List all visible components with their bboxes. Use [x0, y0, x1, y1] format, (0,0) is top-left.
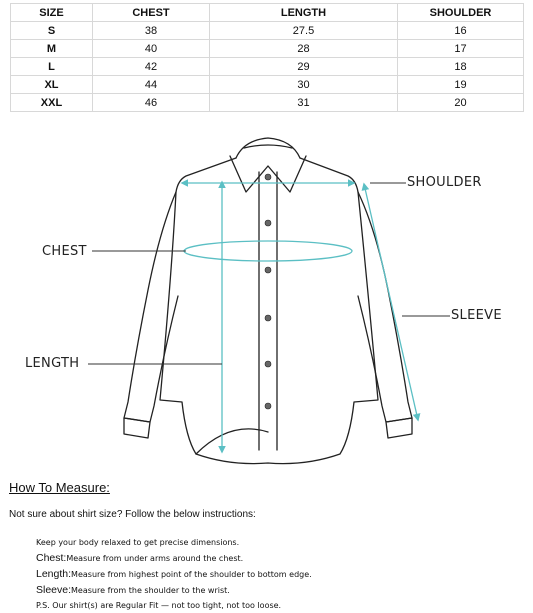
- measurement-guides: [182, 182, 418, 452]
- chest-measure-ellipse: [184, 241, 352, 261]
- length-cell: 29: [210, 58, 398, 76]
- length-cell: 31: [210, 94, 398, 112]
- chest-cell: 46: [93, 94, 210, 112]
- instruction-note: Keep your body relaxed to get precise dimensions.: [36, 538, 240, 547]
- instruction-term: Length:: [36, 568, 72, 580]
- size-cell: S: [11, 22, 93, 40]
- shirt-measurement-diagram: [0, 120, 533, 475]
- shirt-buttons: [265, 174, 271, 409]
- shoulder-label: SHOULDER: [407, 175, 482, 190]
- header-length: LENGTH: [210, 4, 398, 22]
- chest-label: CHEST: [42, 244, 87, 259]
- sleeve-measure-line: [364, 184, 418, 420]
- chest-cell: 38: [93, 22, 210, 40]
- instruction-term: Sleeve:: [36, 584, 72, 596]
- fit-note: P.S. Our shirt(s) are Regular Fit — not too tight, not too loose.: [36, 601, 282, 610]
- table-row: [11, 76, 524, 94]
- shoulder-cell: 17: [398, 40, 524, 58]
- instruction-chest: [36, 552, 243, 564]
- length-label: LENGTH: [25, 356, 80, 371]
- shoulder-cell: 20: [398, 94, 524, 112]
- header-chest: CHEST: [93, 4, 210, 22]
- shoulder-cell: 18: [398, 58, 524, 76]
- instruction-text: Measure from highest point of the shoulder to bottom edge.: [71, 570, 312, 579]
- header-size: SIZE: [11, 4, 93, 22]
- shoulder-cell: 16: [398, 22, 524, 40]
- size-cell: M: [11, 40, 93, 58]
- size-cell: XL: [11, 76, 93, 94]
- instruction-sleeve: [36, 584, 230, 596]
- instruction-text: Measure from the shoulder to the wrist.: [71, 586, 230, 595]
- instruction-term: Chest:: [36, 552, 67, 564]
- chest-cell: 40: [93, 40, 210, 58]
- length-cell: 30: [210, 76, 398, 94]
- instruction-text: Measure from under arms around the chest.: [66, 554, 244, 563]
- table-row: [11, 94, 524, 112]
- instruction-length: [36, 568, 312, 580]
- table-row: [11, 22, 524, 40]
- length-cell: 27.5: [210, 22, 398, 40]
- size-chart-table: [10, 3, 524, 112]
- shirt-illustration: [0, 120, 533, 475]
- size-cell: XXL: [11, 94, 93, 112]
- shirt-outline: [124, 138, 412, 464]
- size-chart-header-row: [11, 4, 524, 22]
- chest-cell: 44: [93, 76, 210, 94]
- header-shoulder: SHOULDER: [398, 4, 524, 22]
- shoulder-cell: 19: [398, 76, 524, 94]
- table-row: [11, 40, 524, 58]
- how-to-measure-title: How To Measure:: [9, 480, 110, 495]
- sleeve-label: SLEEVE: [451, 308, 502, 323]
- label-leaders: [88, 183, 450, 364]
- table-row: [11, 58, 524, 76]
- chest-cell: 42: [93, 58, 210, 76]
- size-cell: L: [11, 58, 93, 76]
- length-cell: 28: [210, 40, 398, 58]
- how-to-measure-intro: Not sure about shirt size? Follow the below instructions:: [9, 509, 256, 520]
